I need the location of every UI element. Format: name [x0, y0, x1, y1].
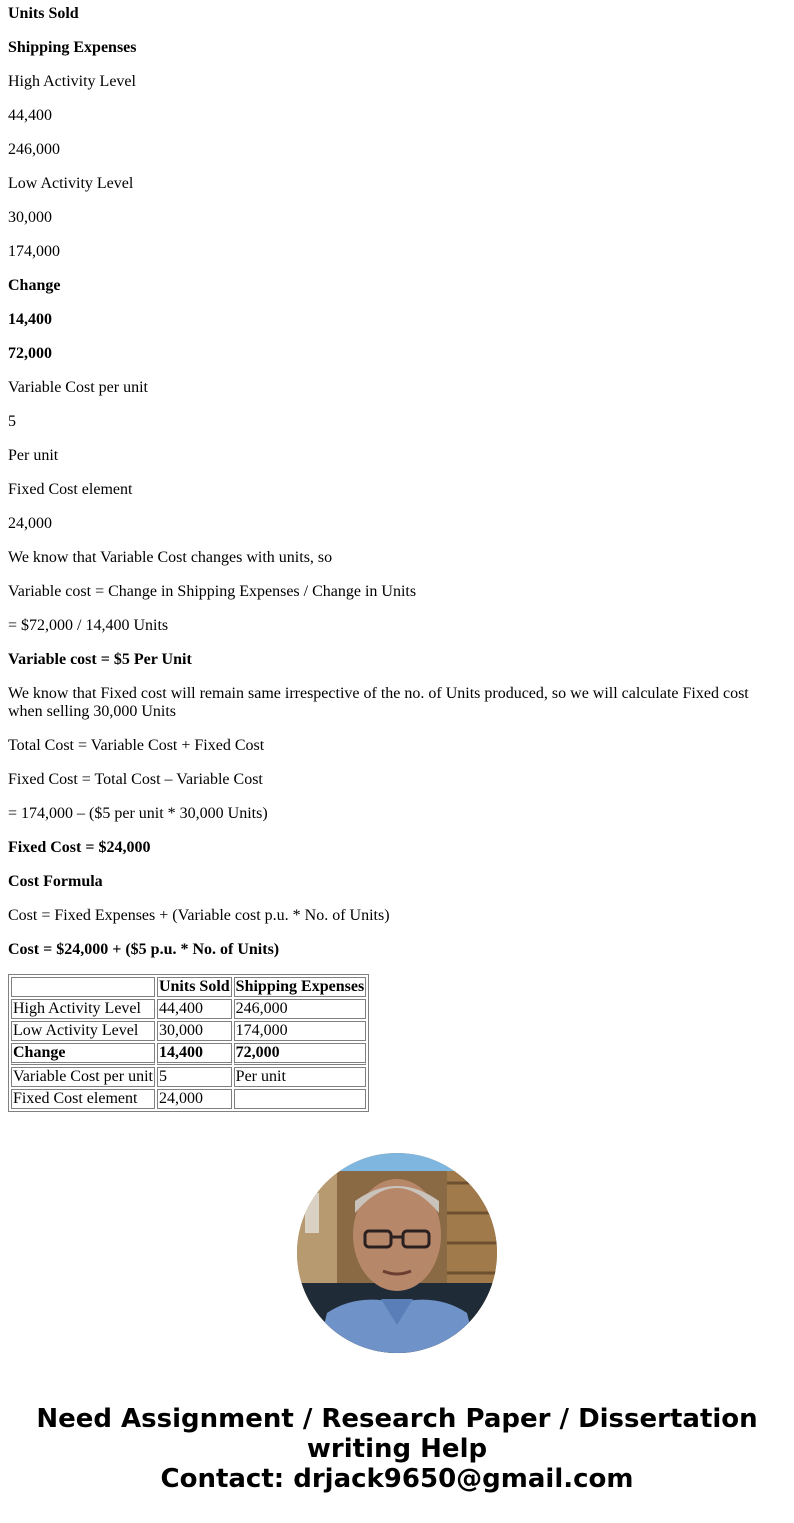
line-change-units: 14,400 — [8, 311, 52, 328]
table-cell: 174,000 — [234, 1021, 367, 1041]
line-change-expenses: 72,000 — [8, 345, 52, 362]
table-cell: Fixed Cost element — [11, 1089, 155, 1109]
line-variable-cost-value: 5 — [8, 413, 16, 430]
table-row — [11, 1067, 366, 1087]
line-high-activity-level: High Activity Level — [8, 73, 136, 90]
line-fixed-cost-result: Fixed Cost = $24,000 — [8, 839, 151, 856]
line-variable-formula: Variable cost = Change in Shipping Expenses / Change in Units — [8, 583, 417, 600]
line-fixed-intro: We know that Fixed cost will remain same irrespective of the no. of Units produced, so we will calculate Fixed cost when selling 30,000 Units — [8, 685, 749, 720]
line-change: Change — [8, 277, 61, 294]
table-cell: 44,400 — [157, 999, 232, 1019]
table-header-cell — [11, 977, 155, 997]
promo-contact: Contact: drjack9650@gmail.com — [160, 1464, 634, 1494]
line-total-cost-formula: Total Cost = Variable Cost + Fixed Cost — [8, 737, 265, 754]
line-units-sold: Units Sold — [8, 5, 79, 22]
table-header-cell: Shipping Expenses — [235, 978, 365, 995]
table-cell: 14,400 — [157, 1043, 232, 1065]
avatar-photo — [297, 1153, 497, 1353]
table-row — [11, 1021, 366, 1041]
line-high-units: 44,400 — [8, 107, 52, 124]
line-shipping-expenses: Shipping Expenses — [8, 39, 137, 56]
table-cell: 24,000 — [157, 1089, 232, 1109]
line-variable-result: Variable cost = $5 Per Unit — [8, 651, 192, 668]
line-low-units: 30,000 — [8, 209, 52, 226]
table-cell: 30,000 — [157, 1021, 232, 1041]
table-cell: 246,000 — [234, 999, 367, 1019]
line-low-activity-level: Low Activity Level — [8, 175, 134, 192]
line-fixed-cost-label: Fixed Cost element — [8, 481, 133, 498]
line-cost-formula-general: Cost = Fixed Expenses + (Variable cost p.u. * No. of Units) — [8, 907, 390, 924]
promo-line-1: Need Assignment / Research Paper / Dissertation — [36, 1404, 758, 1434]
line-cost-formula-final: Cost = $24,000 + ($5 p.u. * No. of Units) — [8, 941, 280, 958]
cost-summary-table-body — [11, 977, 366, 1109]
line-variable-cost-label: Variable Cost per unit — [8, 379, 148, 396]
table-row — [11, 999, 366, 1019]
promo-line-2: writing Help — [306, 1434, 488, 1464]
line-fixed-cost-formula: Fixed Cost = Total Cost – Variable Cost — [8, 771, 263, 788]
line-fixed-cost-calc: = 174,000 – ($5 per unit * 30,000 Units) — [8, 805, 268, 822]
table-row — [11, 1043, 366, 1065]
table-header-cell: Units Sold — [158, 978, 230, 995]
table-header-row — [11, 977, 366, 997]
line-fixed-cost-value: 24,000 — [8, 515, 52, 532]
line-variable-intro: We know that Variable Cost changes with units, so — [8, 549, 333, 566]
table-cell: 72,000 — [234, 1043, 367, 1065]
cost-summary-table — [8, 974, 369, 1112]
promo-banner — [0, 1404, 794, 1494]
table-cell: Variable Cost per unit — [13, 1068, 153, 1085]
table-cell: 5 — [157, 1067, 232, 1087]
table-cell: Per unit — [234, 1067, 367, 1087]
line-variable-calc: = $72,000 / 14,400 Units — [8, 617, 169, 634]
line-low-expenses: 174,000 — [8, 243, 60, 260]
line-per-unit: Per unit — [8, 447, 59, 464]
table-cell — [234, 1089, 367, 1109]
table-cell: Low Activity Level — [11, 1021, 155, 1041]
table-cell: High Activity Level — [11, 999, 155, 1019]
table-row — [11, 1089, 366, 1109]
line-cost-formula-heading: Cost Formula — [8, 873, 103, 890]
table-cell: Change — [11, 1043, 155, 1065]
avatar — [297, 1153, 497, 1353]
line-high-expenses: 246,000 — [8, 141, 60, 158]
